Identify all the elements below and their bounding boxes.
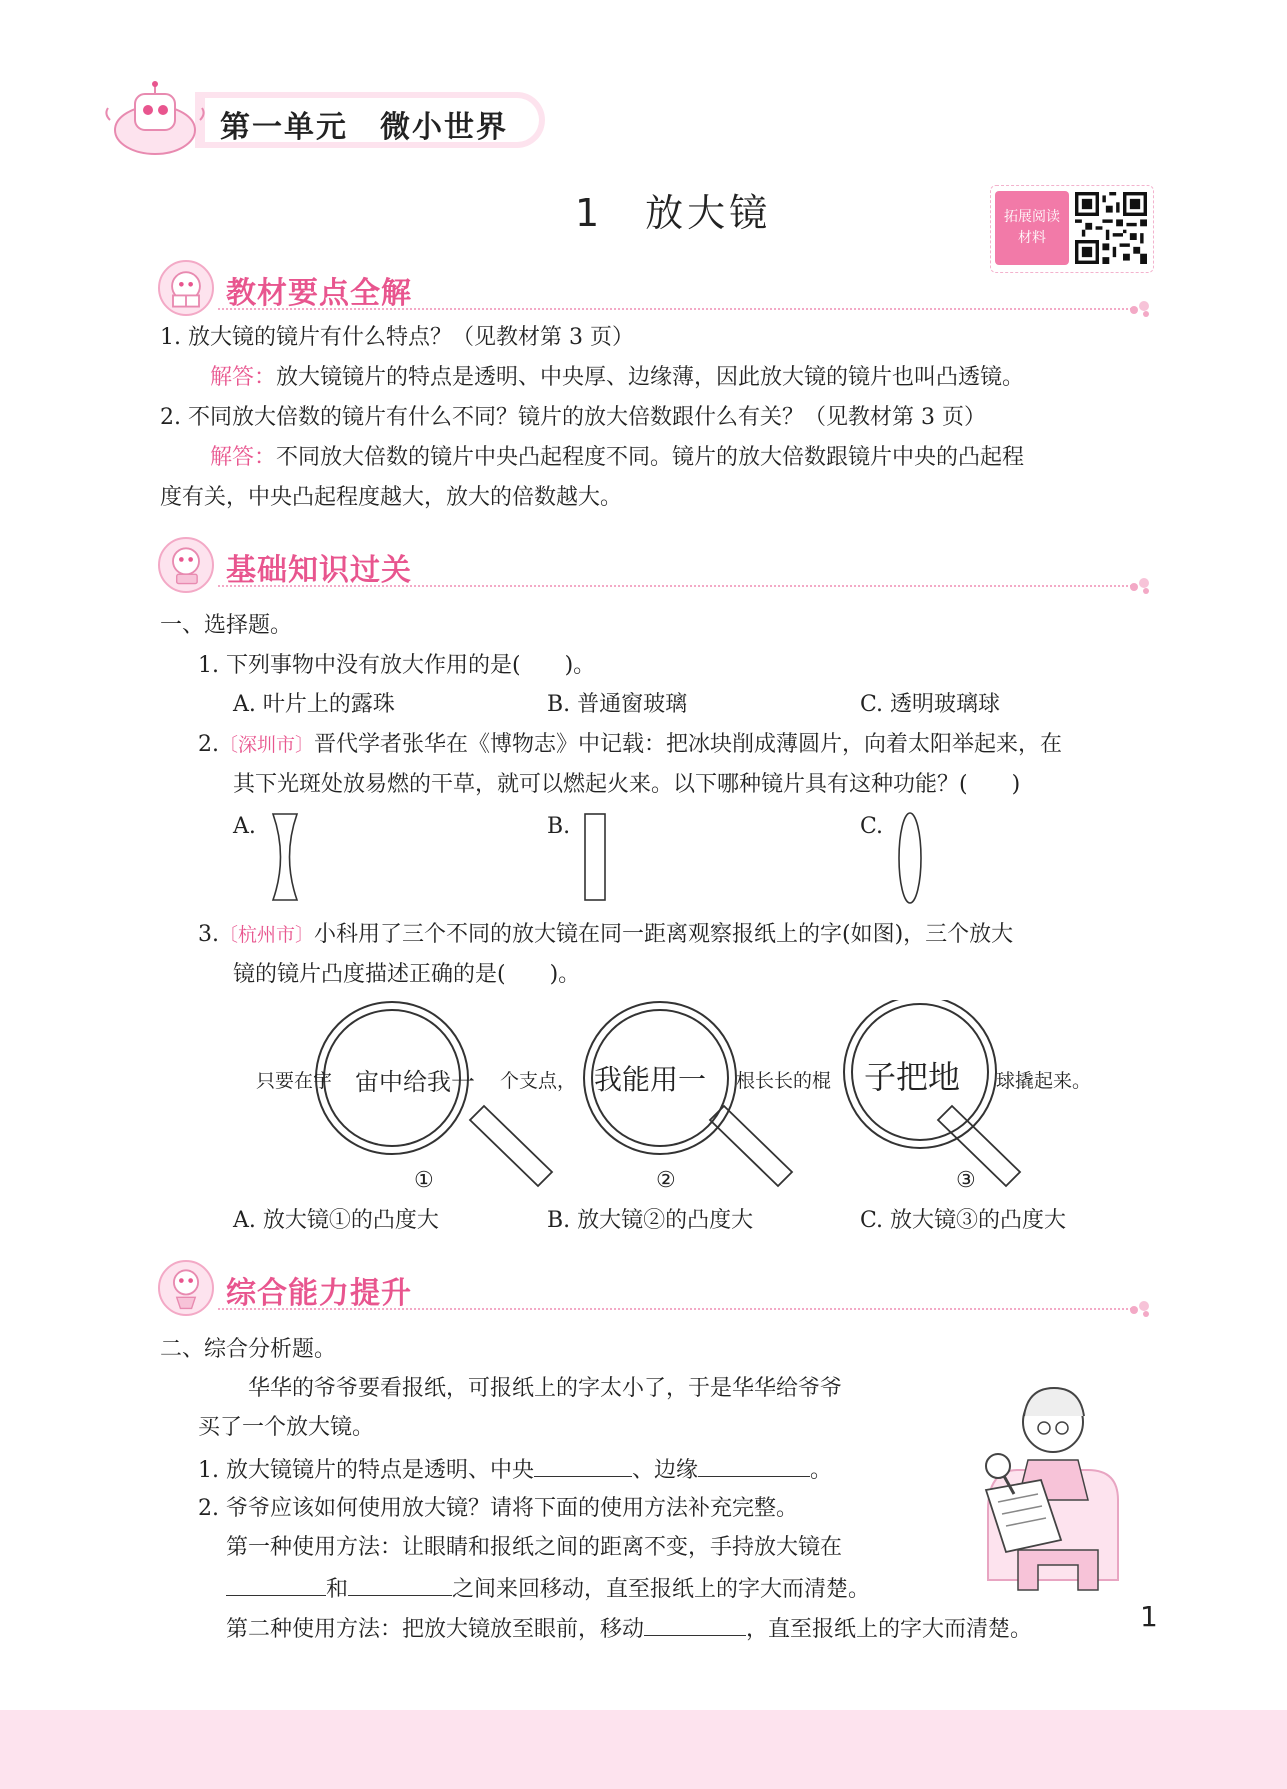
sentence-magnified-2: 我能用一 (594, 1063, 707, 1096)
region-tag: 〔杭州市〕 (219, 924, 315, 946)
unit-banner (100, 80, 550, 158)
sentence-magnified-1: 宙中给我一 (355, 1068, 475, 1096)
p1-q1-option-a[interactable]: A. 叶片上的露珠 (233, 692, 395, 717)
region-tag: 〔深圳市〕 (219, 734, 315, 756)
part1-heading: 一、选择题。 (160, 613, 293, 638)
p1-q2-line1 (198, 730, 1062, 760)
p1-q1-option-c[interactable]: C. 透明玻璃球 (860, 692, 1001, 717)
question-text: 小科用了三个不同的放大镜在同一距离观察报纸上的字(如图)，三个放大 (314, 922, 1014, 947)
magnifier-label-3: ③ (956, 1168, 976, 1193)
footer-band (0, 1710, 1287, 1789)
magnifier-drawing (240, 1000, 1140, 1200)
answer-label: 解答： (210, 445, 277, 470)
p2-method1-line2 (226, 1573, 870, 1605)
p1-q2-option-c[interactable]: C. (860, 814, 884, 839)
edge-blank[interactable] (698, 1454, 810, 1477)
p2-q1-text-c: 。 (810, 1458, 833, 1483)
question-number: 3. (198, 922, 219, 947)
trophy-mascot-icon (158, 1260, 214, 1316)
method1-blank-1[interactable] (226, 1573, 326, 1596)
section-header-key-points (158, 258, 1152, 318)
part2-heading: 二、综合分析题。 (160, 1337, 337, 1362)
kp-question-2: 2. 不同放大倍数的镜片有什么不同？镜片的放大倍数跟什么有关？（见教材第 3 页） (160, 405, 986, 430)
p1-q2-option-a[interactable]: A. (233, 814, 256, 839)
decor-dots-icon (1128, 298, 1152, 318)
section-title: 教材要点全解 (226, 276, 412, 311)
center-blank[interactable] (534, 1454, 632, 1477)
reading-mascot-icon (158, 260, 214, 316)
p2-method1-and: 和 (326, 1577, 349, 1602)
p2-q1-text-b: 、边缘 (632, 1458, 699, 1483)
lesson-title: 1 放大镜 (575, 191, 772, 235)
p1-q3-option-c[interactable]: C. 放大镜③的凸度大 (860, 1208, 1067, 1233)
magnifier-label-1: ① (414, 1168, 434, 1193)
robot-mascot-icon (100, 80, 210, 158)
magnifier-label-2: ② (656, 1168, 676, 1193)
p2-method2 (226, 1613, 1032, 1645)
p2-method2-text-b: ，直至报纸上的字大而清楚。 (746, 1617, 1033, 1642)
p2-q2: 2. 爷爷应该如何使用放大镜？请将下面的使用方法补充完整。 (198, 1496, 798, 1521)
p2-method1-rest: 之间来回移动，直至报纸上的字大而清楚。 (452, 1577, 871, 1602)
kp-answer-1 (210, 363, 1024, 393)
section-header-advanced (158, 1258, 1152, 1318)
section-title: 综合能力提升 (226, 1276, 412, 1311)
kp-answer-2-line1 (210, 443, 1024, 473)
sentence-plain-2: 个支点， (500, 1070, 577, 1092)
sentence-plain-4: 球撬起来。 (996, 1070, 1092, 1092)
sentence-plain-3: 根长长的棍 (736, 1070, 832, 1092)
qr-badge (995, 191, 1069, 265)
kp-question-1: 1. 放大镜的镜片有什么特点？（见教材第 3 页） (160, 325, 634, 350)
unit-title: 第一单元 微小世界 (220, 110, 508, 145)
magnifier-figure (240, 1000, 1140, 1200)
p1-q2-line2: 其下光斑处放易燃的干草，就可以燃起火来。以下哪种镜片具有这种功能？( ) (233, 772, 1021, 797)
decor-dots-icon (1128, 575, 1152, 595)
flat-glass-icon (583, 812, 607, 902)
answer-text: 不同放大倍数的镜片中央凸起程度不同。镜片的放大倍数跟镜片中央的凸起程 (276, 445, 1025, 470)
sentence-plain-1: 只要在宇 (256, 1070, 333, 1092)
p1-q1-option-b[interactable]: B. 普通窗玻璃 (547, 692, 688, 717)
method1-blank-2[interactable] (348, 1573, 452, 1596)
p2-q1 (198, 1454, 832, 1486)
qr-badge-line1: 拓展阅读 (1004, 209, 1060, 225)
convex-lens-icon (895, 810, 925, 906)
p2-intro-line2: 买了一个放大镜。 (198, 1415, 375, 1440)
p2-q1-text-a: 1. 放大镜镜片的特点是透明、中央 (198, 1458, 534, 1483)
kp-answer-2-line2: 度有关，中央凸起程度越大，放大的倍数越大。 (160, 485, 623, 510)
p1-q3-line1 (198, 920, 1013, 950)
grandpa-reading-illustration (958, 1370, 1138, 1600)
answer-text: 放大镜镜片的特点是透明、中央厚、边缘薄，因此放大镜的镜片也叫凸透镜。 (276, 365, 1025, 390)
sentence-magnified-3: 子把地 (864, 1058, 961, 1096)
page-number: 1 (1140, 1600, 1158, 1633)
study-mascot-icon (158, 537, 214, 593)
question-number: 2. (198, 732, 219, 757)
p2-intro-line1: 华华的爷爷要看报纸，可报纸上的字太小了，于是华华给爷爷 (248, 1376, 843, 1401)
p1-q3-option-b[interactable]: B. 放大镜②的凸度大 (547, 1208, 754, 1233)
section-title: 基础知识过关 (226, 553, 412, 588)
answer-label: 解答： (210, 365, 277, 390)
question-text: 晋代学者张华在《博物志》中记载：把冰块削成薄圆片，向着太阳举起来，在 (314, 732, 1063, 757)
qr-code-icon[interactable] (1075, 192, 1147, 264)
concave-lens-icon (270, 812, 300, 902)
p2-method2-text-a: 第二种使用方法：把放大镜放至眼前，移动 (226, 1617, 645, 1642)
p2-method1-line1: 第一种使用方法：让眼睛和报纸之间的距离不变，手持放大镜在 (226, 1535, 843, 1560)
p1-q1-text: 1. 下列事物中没有放大作用的是( )。 (198, 653, 596, 678)
section-header-basics (158, 535, 1152, 595)
method2-blank[interactable] (644, 1613, 746, 1636)
p1-q3-line2: 镜的镜片凸度描述正确的是( )。 (233, 962, 581, 987)
qr-badge-line2: 材料 (1018, 230, 1046, 246)
p1-q3-option-a[interactable]: A. 放大镜①的凸度大 (233, 1208, 439, 1233)
p1-q2-option-b[interactable]: B. (547, 814, 571, 839)
decor-dots-icon (1128, 1298, 1152, 1318)
